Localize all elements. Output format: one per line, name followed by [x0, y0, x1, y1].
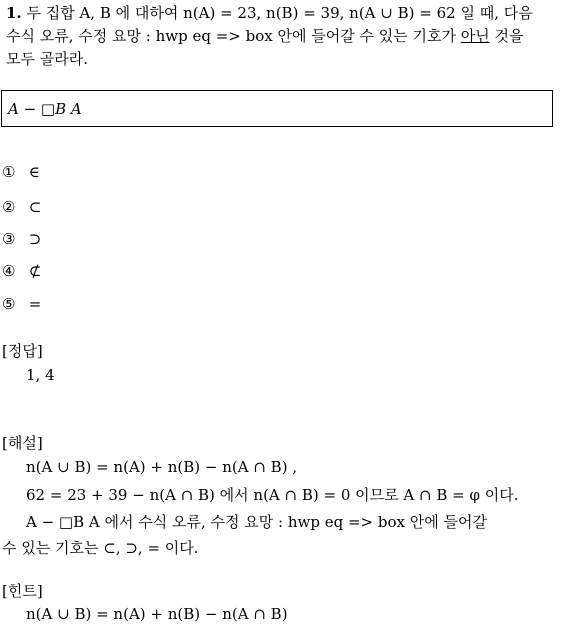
problem-number: 1.	[6, 4, 22, 22]
choice-symbol: =	[28, 295, 42, 313]
problem-text-underlined: 아닌	[460, 27, 490, 45]
choice-mark: ①	[2, 163, 16, 181]
choice-4[interactable]	[2, 262, 41, 280]
choice-3[interactable]	[2, 230, 41, 248]
problem-line-2	[6, 25, 523, 47]
choice-symbol: ∈	[28, 163, 40, 181]
choice-2[interactable]	[2, 198, 41, 216]
choice-symbol: ⊂	[28, 198, 42, 216]
answer-value: 1, 4	[26, 366, 55, 384]
explanation-title: [해설]	[2, 434, 43, 452]
expression-box-text: A − □B A	[8, 100, 82, 118]
answer-title: [정답]	[2, 342, 43, 360]
hint-title: [힌트]	[2, 582, 43, 600]
choice-mark: ④	[2, 262, 16, 280]
problem-text-2a: 수식 오류, 수정 요망 : hwp eq => box 안에 들어갈 수 있는 기호가	[6, 27, 461, 45]
explanation-line-4: 수 있는 기호는 ⊂, ⊃, = 이다.	[2, 539, 199, 557]
choice-symbol: ⊄	[28, 262, 42, 280]
choice-1[interactable]	[2, 163, 40, 181]
expression-box	[1, 90, 553, 127]
choice-5[interactable]	[2, 295, 41, 313]
explanation-line-2: 62 = 23 + 39 − n(A ∩ B) 에서 n(A ∩ B) = 0 이므로 A ∩ B = φ 이다.	[26, 486, 519, 504]
problem-text-1: 두 집합 A, B 에 대하여 n(A) = 23, n(B) = 39, n(A ∪ B) = 62 일 때, 다음	[26, 4, 533, 22]
problem-text-3: 모두 골라라.	[6, 50, 88, 68]
problem-text-2b: 것을	[489, 27, 524, 45]
problem-line-1	[6, 2, 533, 24]
choice-symbol: ⊃	[28, 230, 42, 248]
choice-mark: ③	[2, 230, 16, 248]
explanation-line-3: A − □B A 에서 수식 오류, 수정 요망 : hwp eq => box 안에 들어갈	[26, 513, 487, 531]
choice-mark: ②	[2, 198, 16, 216]
problem-line-3	[6, 48, 88, 70]
choice-mark: ⑤	[2, 295, 16, 313]
hint-line-1: n(A ∪ B) = n(A) + n(B) − n(A ∩ B)	[26, 605, 288, 623]
explanation-line-1: n(A ∪ B) = n(A) + n(B) − n(A ∩ B) ,	[26, 458, 298, 476]
